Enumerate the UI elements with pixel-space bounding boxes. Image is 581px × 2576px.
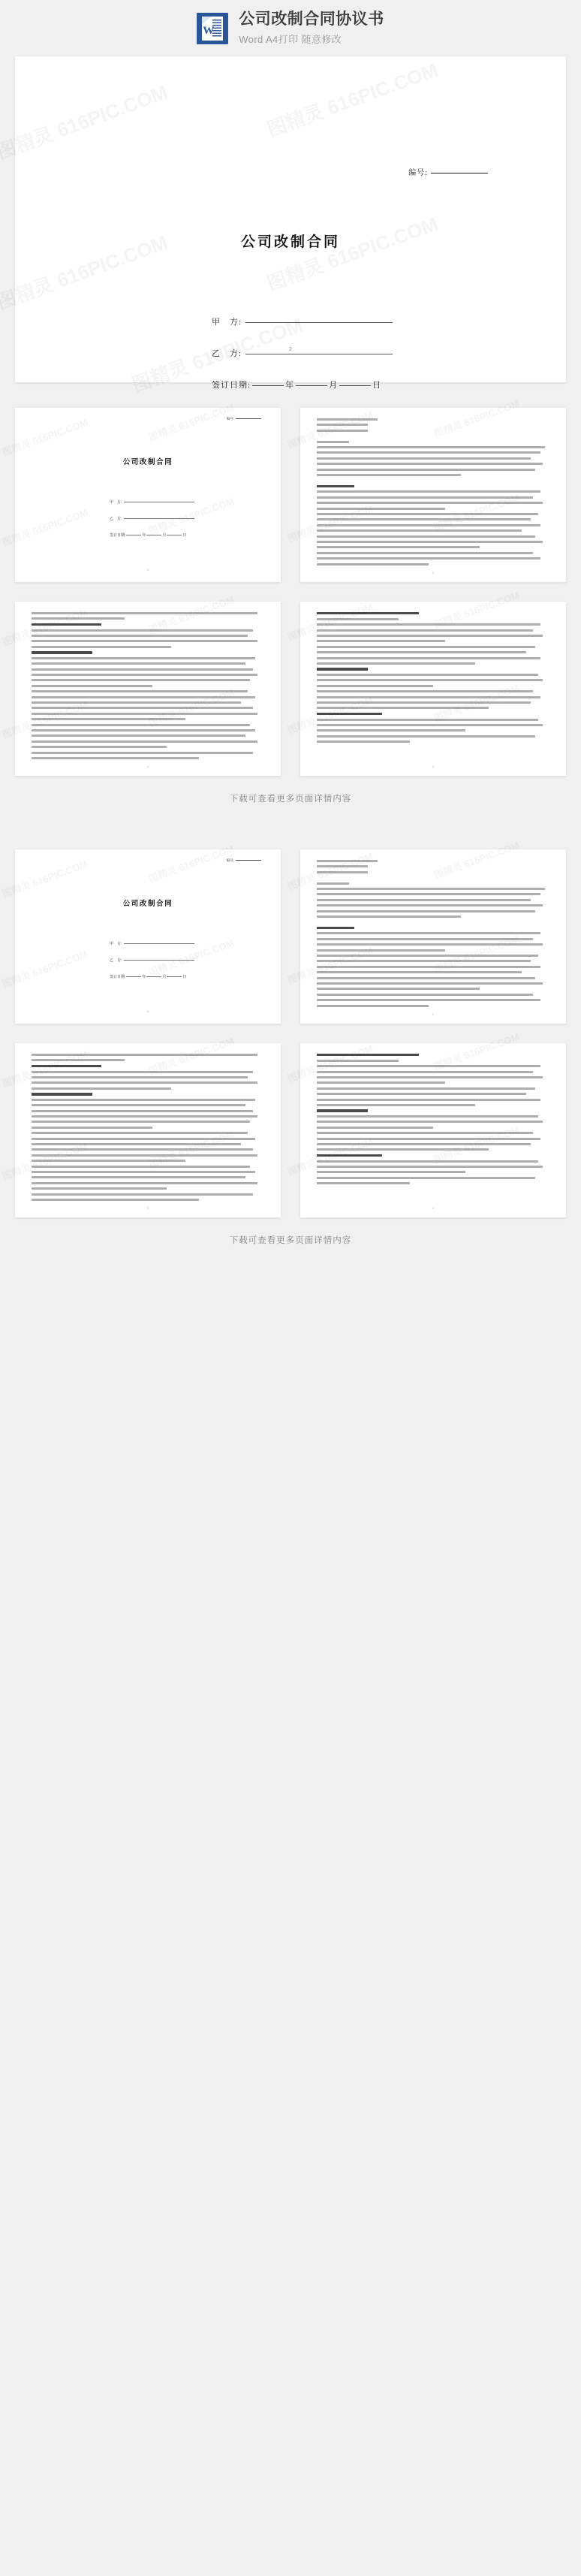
party-b-rule [124, 960, 194, 961]
date-month-unit: 月 [162, 534, 167, 538]
document-text-body [317, 860, 549, 1010]
contract-number-rule [236, 860, 261, 861]
thumbnail-grid [15, 849, 566, 1217]
contract-number-rule [236, 418, 261, 419]
thumbnail-block-1 [0, 408, 581, 776]
signing-date-field [212, 379, 381, 391]
contract-title: 公司改制合同 [240, 234, 340, 250]
party-b-label: 乙 方: [110, 959, 122, 963]
document-text-body [32, 612, 264, 762]
header-text-group [239, 11, 384, 46]
signing-date-label: 签订日期: [212, 381, 251, 390]
contract-title: 公司改制合同 [122, 459, 173, 466]
contract-number-label: 编号: [226, 858, 234, 862]
party-b-label: 乙 方: [212, 349, 242, 358]
page-header [0, 0, 581, 56]
thumbnail-page-number: 2 [432, 571, 435, 575]
thumbnail-page-number: 1 [146, 1009, 149, 1013]
thumbnail-page-number: 1 [146, 568, 149, 572]
party-b-field [110, 958, 194, 963]
date-year-unit: 年 [142, 976, 146, 979]
thumbnail-page-number: 2 [432, 1012, 435, 1016]
date-day-rule [167, 976, 182, 977]
signing-date-label: 签订日期: [110, 976, 126, 979]
party-a-label: 甲 方: [110, 943, 122, 946]
date-month-rule [146, 976, 161, 977]
party-a-rule [245, 322, 393, 323]
signing-date-field [110, 532, 186, 538]
party-a-field [212, 315, 393, 327]
thumbnail-page-text[interactable] [300, 1043, 566, 1217]
date-month-unit: 月 [329, 381, 339, 390]
thumbnail-page-number: 3 [146, 1206, 149, 1210]
contract-title: 公司改制合同 [122, 900, 173, 908]
thumbnail-page-text[interactable] [300, 602, 566, 776]
date-month-rule [296, 385, 327, 386]
page-subtitle: Word A4打印 随意修改 [239, 34, 342, 46]
thumbnail-block-2 [0, 849, 581, 1217]
date-day-rule [339, 385, 371, 386]
date-year-unit: 年 [285, 381, 295, 390]
page-title: 公司改制合同协议书 [239, 10, 384, 28]
date-month-unit: 月 [162, 976, 167, 979]
party-a-label: 甲 方: [212, 318, 242, 327]
thumbnail-page-text[interactable] [300, 408, 566, 582]
thumbnail-page-number: 4 [432, 765, 435, 768]
party-a-rule [124, 943, 194, 944]
thumbnail-page-number: 3 [146, 765, 149, 768]
party-a-field [110, 499, 194, 505]
document-text-body [317, 1054, 549, 1188]
date-day-unit: 日 [182, 976, 187, 979]
contract-number-field [227, 858, 261, 863]
thumbnail-grid [15, 408, 566, 776]
party-b-field [110, 516, 194, 521]
thumbnail-page-cover[interactable] [15, 408, 281, 582]
section-spacer [0, 824, 581, 849]
thumbnail-page-text[interactable] [300, 849, 566, 1024]
thumbnail-page-cover[interactable] [15, 849, 281, 1024]
download-more-note: 下载可查看更多页面详情内容 [229, 1236, 352, 1245]
word-document-icon [197, 13, 228, 44]
date-day-unit: 日 [182, 534, 187, 538]
contract-number-field [408, 166, 488, 177]
thumbnail-page-number: 4 [432, 1206, 435, 1210]
contract-number-label: 编号: [408, 169, 428, 177]
party-a-label: 甲 方: [110, 501, 122, 505]
word-icon-letter: W [203, 24, 215, 37]
cover-page-preview[interactable] [15, 56, 566, 390]
contract-number-label: 编号: [226, 417, 234, 421]
party-b-label: 乙 方: [110, 517, 122, 521]
party-b-rule [124, 518, 194, 519]
party-a-field [110, 941, 194, 946]
cover-preview-wrap [0, 56, 581, 390]
signing-date-field [110, 974, 186, 979]
date-day-unit: 日 [372, 381, 382, 390]
thumbnail-page-text[interactable] [15, 1043, 281, 1217]
download-more-note: 下载可查看更多页面详情内容 [229, 795, 352, 804]
document-text-body [317, 418, 549, 569]
document-text-body [317, 612, 549, 747]
document-text-body [32, 1054, 264, 1204]
thumbnail-page-text[interactable] [15, 602, 281, 776]
date-year-rule [126, 976, 141, 977]
cover-page-number: 2 [289, 347, 292, 352]
date-year-rule [252, 385, 284, 386]
contract-number-field [227, 417, 261, 421]
signing-date-label: 签订日期: [110, 534, 126, 538]
date-year-unit: 年 [142, 534, 146, 538]
